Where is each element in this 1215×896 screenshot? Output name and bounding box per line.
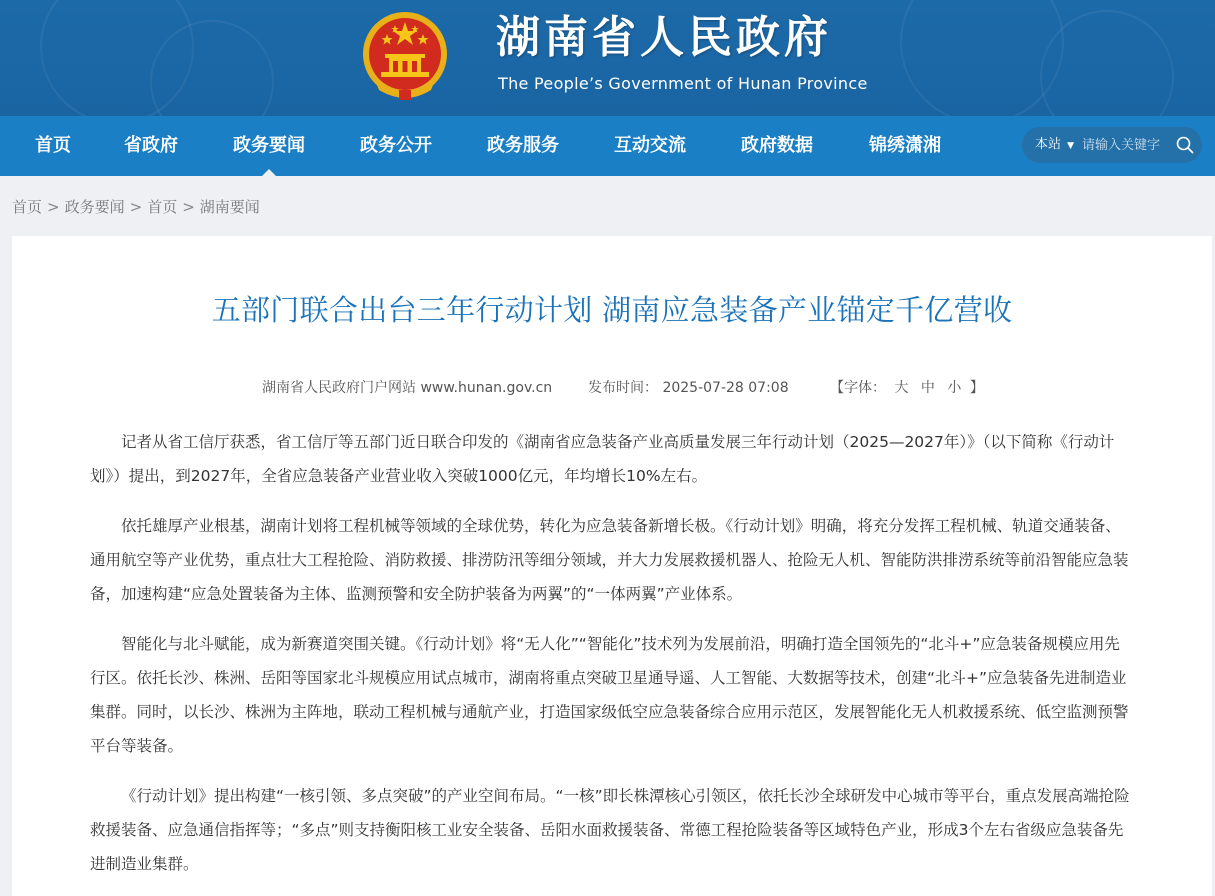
nav-item-interaction[interactable]: 互动交流 bbox=[614, 135, 686, 156]
article-paragraph: 《行动计划》提出构建“一核引领、多点突破”的产业空间布局。“一核”即长株潭核心引领区，依托长沙全球研发中心城市等平台，重点发展高端抢险救援装备、应急通信指挥等；“多点”则支持衡阳核工业安全装备、岳阳水面救援装备、常德工程抢险装备等区域特色产业，形成3个左右省级应急装备先进制造业集群。 bbox=[90, 787, 1130, 873]
caret-down-icon: ▼ bbox=[1067, 141, 1075, 151]
publish-time-label: 发布时间： bbox=[588, 380, 658, 396]
nav-item-home[interactable]: 首页 bbox=[35, 135, 71, 156]
search-scope-label: 本站 bbox=[1035, 137, 1062, 152]
site-title[interactable]: 湖南省人民政府 bbox=[496, 12, 832, 63]
search-box bbox=[1022, 127, 1202, 163]
nav-item-government-services[interactable]: 政务服务 bbox=[487, 135, 559, 156]
breadcrumb-link-home[interactable]: 首页 bbox=[12, 198, 43, 216]
national-emblem-icon[interactable] bbox=[361, 10, 449, 102]
nav-item-government-news[interactable]: 政务要闻 bbox=[233, 116, 305, 176]
search-icon[interactable] bbox=[1176, 136, 1194, 154]
nav-item-splendid-hunan[interactable]: 锦绣潇湘 bbox=[869, 135, 941, 156]
breadcrumb-link-government-news[interactable]: 政务要闻 bbox=[64, 198, 125, 216]
search-input[interactable] bbox=[1082, 135, 1172, 155]
font-size-large-button[interactable]: 大 bbox=[894, 380, 909, 396]
article-source: 湖南省人民政府门户网站 www.hunan.gov.cn bbox=[262, 380, 553, 396]
breadcrumb-separator: > bbox=[47, 198, 60, 216]
breadcrumb-separator: > bbox=[129, 198, 143, 216]
breadcrumb-link-hunan-news[interactable]: 湖南要闻 bbox=[199, 198, 260, 216]
search-scope-select[interactable] bbox=[1035, 127, 1074, 164]
publish-time-value: 2025-07-28 07:08 bbox=[662, 380, 789, 396]
site-subtitle: The People’s Government of Hunan Province bbox=[498, 74, 868, 93]
font-size-small-button[interactable]: 小 bbox=[947, 380, 962, 396]
breadcrumb-link-home[interactable]: 首页 bbox=[147, 198, 178, 216]
font-size-medium-button[interactable]: 中 bbox=[920, 380, 935, 396]
article-paragraph: 记者从省工信厅获悉，省工信厅等五部门近日联合印发的《湖南省应急装备产业高质量发展三年行动计划（2025—2027年）》（以下简称《行动计划》）提出，到2027年，全省应急装备产业营业收入突破1000亿元，年均增长10%左右。 bbox=[90, 433, 1115, 485]
decorative-pattern bbox=[900, 0, 1064, 116]
breadcrumb-separator: > bbox=[182, 198, 195, 216]
nav-item-provincial-government[interactable]: 省政府 bbox=[124, 135, 178, 156]
font-size-close-label: 】 bbox=[969, 380, 984, 396]
article-publish-time bbox=[588, 377, 789, 397]
nav-item-government-data[interactable]: 政府数据 bbox=[741, 135, 813, 156]
article-container bbox=[12, 236, 1212, 896]
font-size-switcher bbox=[830, 377, 984, 397]
font-size-open-label: 【字体： bbox=[830, 380, 886, 396]
breadcrumb bbox=[12, 196, 260, 217]
article-paragraph: 依托雄厚产业根基，湖南计划将工程机械等领域的全球优势，转化为应急装备新增长极。《行动计划》明确，将充分发挥工程机械、轨道交通装备、通用航空等产业优势，重点壮大工程抢险、消防救援、排涝防汛等细分领域，并大力发展救援机器人、抢险无人机、智能防洪排涝系统等前沿智能应急装备，加速构建“应急处置装备为主体、监测预警和安全防护装备为两翼”的“一体两翼”产业体系。 bbox=[90, 517, 1129, 603]
article-title: 五部门联合出台三年行动计划 湖南应急装备产业锚定千亿营收 bbox=[211, 293, 1013, 327]
site-header bbox=[0, 0, 1215, 116]
article-paragraph: 智能化与北斗赋能，成为新赛道突围关键。《行动计划》将“无人化”“智能化”技术列为发展前沿，明确打造全国领先的“北斗+”应急装备规模应用先行区。依托长沙、株洲、岳阳等国家北斗规模应用试点城市，湖南将重点突破卫星通导遥、人工智能、大数据等技术，创建“北斗+”应急装备先进制造业集群。同时，以长沙、株洲为主阵地，联动工程机械与通航产业，打造国家级低空应急装备综合应用示范区，发展智能化无人机救援系统、低空监测预警平台等装备。 bbox=[90, 635, 1129, 755]
nav-item-government-affairs-open[interactable]: 政务公开 bbox=[360, 135, 432, 156]
